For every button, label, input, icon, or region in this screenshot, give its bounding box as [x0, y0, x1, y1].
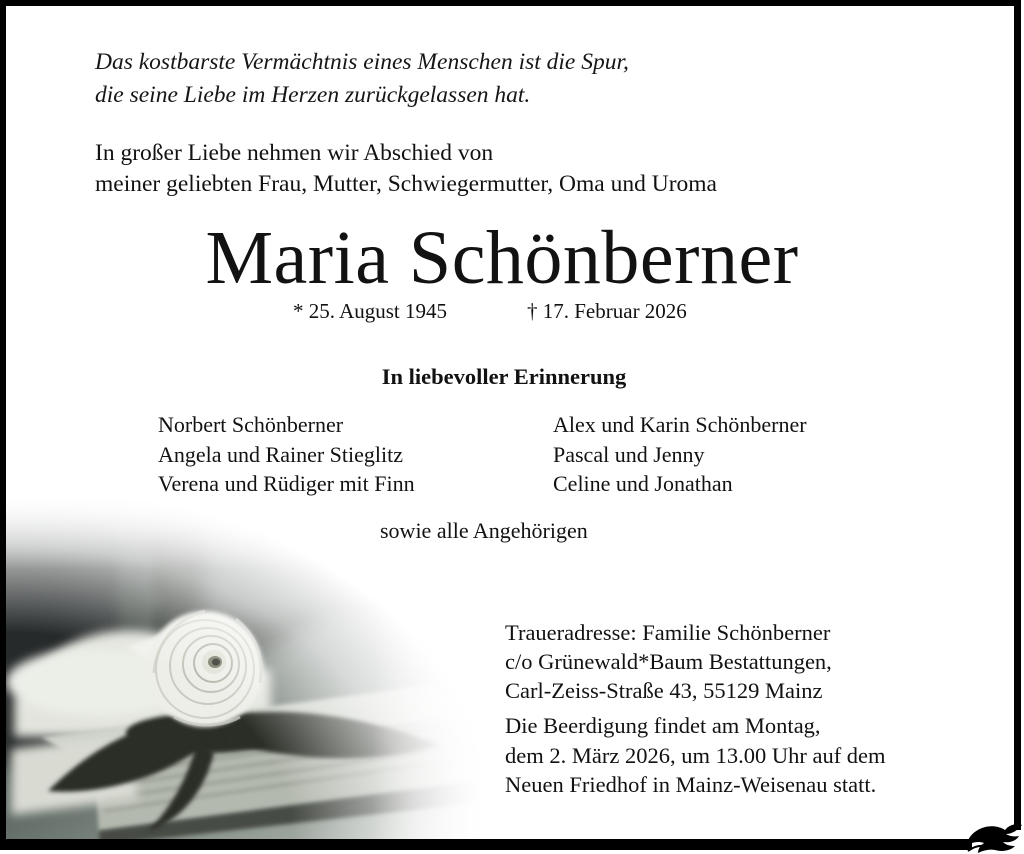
mourners-column-left	[158, 410, 415, 499]
birth-date: * 25. August 1945	[293, 299, 448, 323]
opening-quote	[95, 46, 629, 112]
farewell-intro	[95, 138, 717, 200]
funeral-line-1: Die Beerdigung findet am Montag,	[505, 713, 821, 738]
intro-line-2: meiner geliebten Frau, Mutter, Schwiegermutter, Oma und Uroma	[95, 171, 717, 197]
funeral-info-block	[505, 711, 886, 800]
address-line-1: Traueradresse: Familie Schönberner	[505, 620, 831, 645]
frame-border-top	[0, 0, 1021, 6]
relatives-line: sowie alle Angehörigen	[380, 518, 588, 543]
intro-line-1: In großer Liebe nehmen wir Abschied von	[95, 140, 494, 166]
mourner-line: Verena und Rüdiger mit Finn	[158, 471, 415, 496]
funeral-line-2: dem 2. März 2026, um 13.00 Uhr auf dem	[505, 742, 886, 768]
mourner-line: Alex und Karin Schönberner	[553, 412, 807, 437]
frame-border-right	[1014, 0, 1021, 830]
deceased-name: Maria Schönberner	[205, 216, 799, 300]
frame-border-bottom	[0, 839, 972, 850]
death-date: † 17. Februar 2026	[527, 299, 687, 323]
quote-line-2: die seine Liebe im Herzen zurückgelassen hat.	[95, 82, 531, 108]
funeral-line-3: Neuen Friedhof in Mainz-Weisenau statt.	[505, 772, 877, 797]
mourner-line: Angela und Rainer Stieglitz	[158, 441, 403, 467]
memorial-photo	[6, 497, 482, 839]
address-line-3: Carl-Zeiss-Straße 43, 55129 Mainz	[505, 678, 823, 703]
memory-heading: In liebevoller Erinnerung	[381, 364, 627, 389]
frame-border-left	[0, 0, 6, 850]
quote-line-1: Das kostbarste Vermächtnis eines Menschen ist die Spur,	[95, 49, 629, 75]
mourners-column-right	[553, 410, 807, 499]
mourner-line: Celine und Jonathan	[553, 471, 733, 496]
leaf-flourish-icon	[964, 822, 1024, 854]
address-line-2: c/o Grünewald*Baum Bestattungen,	[505, 649, 832, 674]
mourner-line: Norbert Schönberner	[158, 412, 344, 437]
mourning-address-block	[505, 618, 832, 705]
mourner-line: Pascal und Jenny	[553, 441, 705, 467]
